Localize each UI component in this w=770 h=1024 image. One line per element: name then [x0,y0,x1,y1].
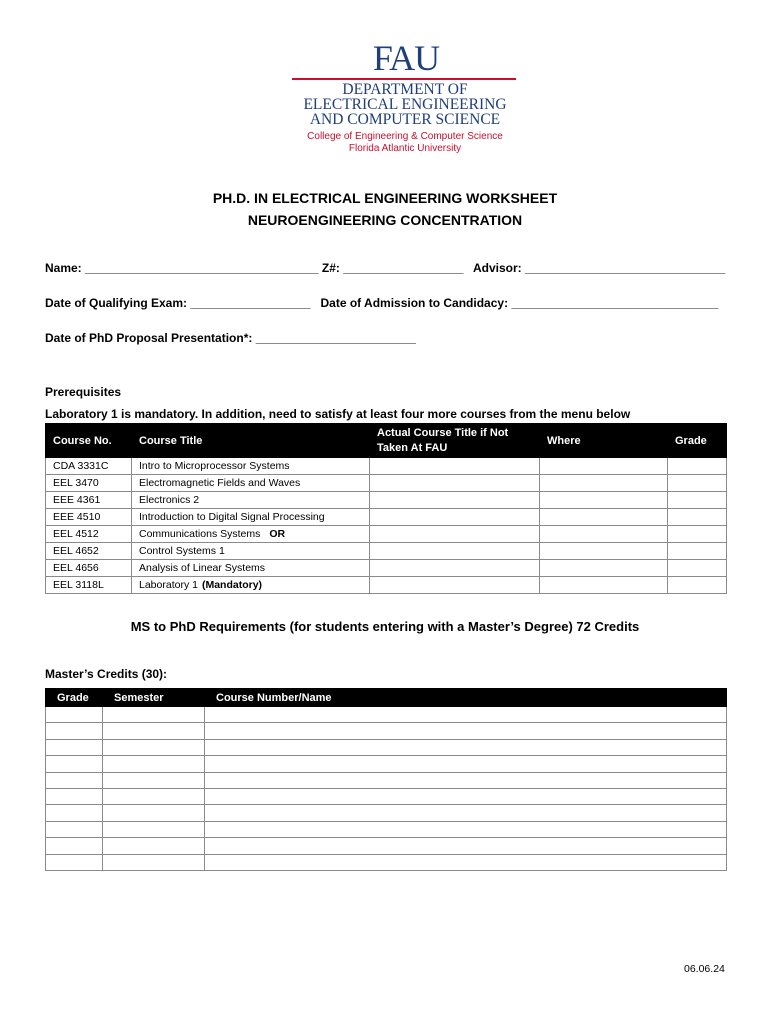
grade-cell[interactable] [668,543,727,560]
course-number-name-cell[interactable] [205,788,727,804]
course-title-cell [132,475,370,492]
semester-cell[interactable] [103,756,205,772]
semester-cell[interactable] [103,723,205,739]
masters-row [46,772,727,788]
course-title-cell [132,543,370,560]
prerequisites-heading: Prerequisites [45,385,122,399]
where-cell[interactable] [540,577,668,594]
course-title-text: Analysis of Linear Systems [139,561,266,574]
prereq-row [46,526,727,543]
semester-cell[interactable] [103,805,205,821]
grade-cell[interactable] [668,509,727,526]
semester-cell[interactable] [103,838,205,854]
logo-fau-wordmark: FAU [372,38,440,78]
semester-cell[interactable] [103,854,205,870]
course-number-name-cell[interactable] [205,756,727,772]
course-number-name-cell[interactable] [205,723,727,739]
grade-cell[interactable] [668,475,727,492]
where-cell[interactable] [540,526,668,543]
masters-header-row [46,689,727,707]
grade-cell[interactable] [46,854,103,870]
course-title-text: Communications Systems [139,527,261,540]
prerequisites-note: Laboratory 1 is mandatory. In addition, need to satisfy at least four more courses from the menu below [45,407,631,421]
logo-dept-line2: ELECTRICAL ENGINEERING [303,96,507,113]
logo-college-line1: College of Engineering & Computer Science [307,131,503,142]
course-title-note: (Mandatory) [201,578,263,591]
course-number-name-cell[interactable] [205,821,727,837]
grade-cell[interactable] [668,577,727,594]
masters-credits-heading: Master’s Credits (30): [45,667,168,681]
grade-cell[interactable] [46,756,103,772]
where-cell[interactable] [540,560,668,577]
fau-eecs-logo [288,40,524,162]
semester-cell[interactable] [103,772,205,788]
course-title-text: Laboratory 1 [139,578,198,591]
masters-row [46,723,727,739]
prerequisites-table [45,423,727,594]
header-where: Where [540,424,668,458]
prereq-row [46,543,727,560]
course-number-name-cell[interactable] [205,707,727,723]
logo-college [294,131,516,154]
where-cell[interactable] [540,543,668,560]
course-no-cell: EEE 4361 [46,492,132,509]
course-title-cell [132,560,370,577]
header-course-no: Course No. [46,424,132,458]
grade-cell[interactable] [46,838,103,854]
masters-row [46,821,727,837]
prereq-row [46,475,727,492]
proposal-date-field[interactable]: Date of PhD Proposal Presentation*: ________________________ [45,331,416,345]
course-title-text: Introduction to Digital Signal Processing [139,510,325,523]
masters-row [46,756,727,772]
prereq-row [46,577,727,594]
course-title-cell [132,526,370,543]
worksheet-title: PH.D. IN ELECTRICAL ENGINEERING WORKSHEET [212,190,558,206]
grade-cell[interactable] [668,526,727,543]
where-cell[interactable] [540,509,668,526]
grade-cell[interactable] [46,772,103,788]
course-no-cell: CDA 3331C [46,458,132,475]
name-zid-advisor-field[interactable]: Name: ___________________________________ Z#: __________________ Advisor: ______________________________ [45,261,726,275]
course-number-name-cell[interactable] [205,854,727,870]
actual-title-cell[interactable] [370,526,540,543]
grade-cell[interactable] [46,707,103,723]
actual-title-cell[interactable] [370,543,540,560]
header-semester: Semester [103,689,205,707]
course-number-name-cell[interactable] [205,805,727,821]
masters-row [46,854,727,870]
actual-title-cell[interactable] [370,458,540,475]
actual-title-cell[interactable] [370,509,540,526]
where-cell[interactable] [540,492,668,509]
prereq-row [46,492,727,509]
course-title-text: Intro to Microprocessor Systems [139,459,290,472]
logo-department [294,82,516,127]
course-no-cell: EEL 4656 [46,560,132,577]
revision-date: 06.06.24 [684,963,725,975]
grade-cell[interactable] [668,458,727,475]
semester-cell[interactable] [103,707,205,723]
course-no-cell: EEL 3470 [46,475,132,492]
course-number-name-cell[interactable] [205,838,727,854]
course-title-cell [132,458,370,475]
concentration-title: NEUROENGINEERING CONCENTRATION [247,212,523,228]
semester-cell[interactable] [103,821,205,837]
course-title-cell [132,492,370,509]
course-no-cell: EEE 4510 [46,509,132,526]
masters-row [46,707,727,723]
masters-row [46,805,727,821]
masters-row [46,838,727,854]
grade-cell[interactable] [46,739,103,755]
course-no-cell: EEL 3118L [46,577,132,594]
grade-cell[interactable] [46,821,103,837]
course-title-text: Electronics 2 [139,493,200,506]
masters-row [46,788,727,804]
where-cell[interactable] [540,458,668,475]
course-number-name-cell[interactable] [205,772,727,788]
course-title-text: Control Systems 1 [139,544,225,557]
qualifying-candidacy-field[interactable]: Date of Qualifying Exam: __________________ Date of Admission to Candidacy: _______________________________ [45,296,719,310]
grade-cell[interactable] [46,723,103,739]
prereq-row [46,560,727,577]
course-title-cell [132,509,370,526]
course-title-text: Electromagnetic Fields and Waves [139,476,301,489]
actual-title-cell[interactable] [370,577,540,594]
logo-dept-line3: AND COMPUTER SCIENCE [309,111,501,128]
header-grade: Grade [668,424,727,458]
grade-cell[interactable] [46,788,103,804]
course-no-cell: EEL 4652 [46,543,132,560]
grade-cell[interactable] [668,560,727,577]
header-course-title: Course Title [132,424,370,458]
prereq-row [46,458,727,475]
grade-cell[interactable] [46,805,103,821]
actual-title-cell[interactable] [370,560,540,577]
prereq-row [46,509,727,526]
actual-title-cell[interactable] [370,492,540,509]
course-no-cell: EEL 4512 [46,526,132,543]
masters-row [46,739,727,755]
course-number-name-cell[interactable] [205,739,727,755]
logo-college-line2: Florida Atlantic University [348,142,462,154]
header-grade: Grade [46,689,103,707]
header-actual-title: Actual Course Title if Not Taken At FAU [370,424,540,458]
header-course-number-name: Course Number/Name [205,689,727,707]
course-title-cell [132,577,370,594]
prereq-header-row [46,424,727,458]
course-title-note: OR [269,527,286,540]
logo-dept-line1: DEPARTMENT OF [342,81,468,98]
actual-title-cell[interactable] [370,475,540,492]
ms-to-phd-heading: MS to PhD Requirements (for students entering with a Master’s Degree) 72 Credits [130,619,640,634]
grade-cell[interactable] [668,492,727,509]
where-cell[interactable] [540,475,668,492]
semester-cell[interactable] [103,739,205,755]
masters-credits-table [45,688,727,871]
logo-divider [292,78,516,80]
semester-cell[interactable] [103,788,205,804]
